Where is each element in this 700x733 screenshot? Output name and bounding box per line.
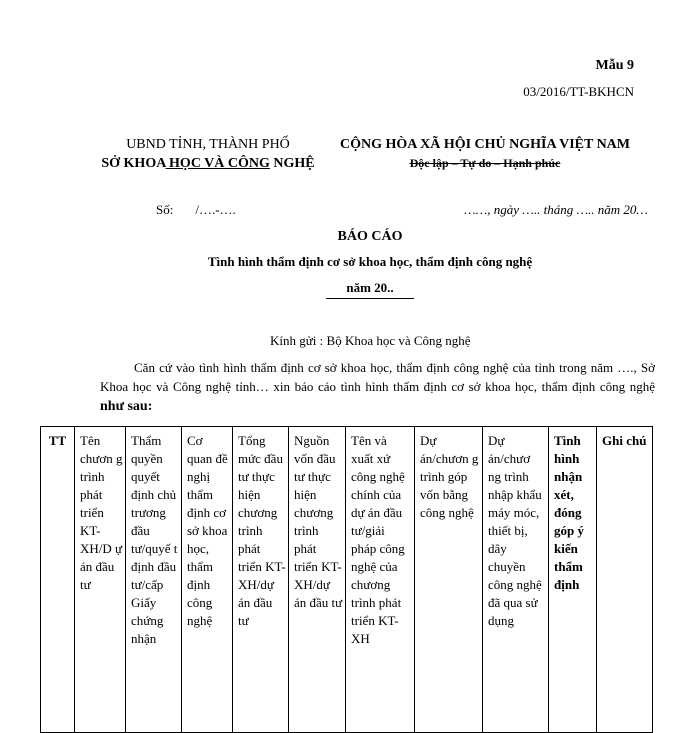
- report-title: BÁO CÁO: [337, 229, 403, 244]
- province-line: UBND TỈNH, THÀNH PHỐ: [126, 137, 290, 152]
- report-year: năm 20..: [346, 280, 394, 295]
- table-header-row: [41, 427, 653, 733]
- document-number-value: /….-….: [195, 202, 236, 217]
- column-header: Cơ quan đề nghị thẩm định cơ sở khoa học, thẩm định công nghệ: [182, 427, 233, 733]
- document-number-line: [156, 202, 236, 218]
- report-subtitle: Tình hình thẩm định cơ sở khoa học, thẩm định công nghệ: [207, 254, 533, 269]
- column-header: Tên và xuất xứ công nghệ chính của dự án đầu tư/giải pháp công nghệ của chương trình phát triển KT-XH: [346, 427, 415, 733]
- column-header: Tình hình nhận xét, đóng góp ý kiến thẩm định: [549, 427, 597, 733]
- intro-paragraph: [100, 358, 655, 416]
- column-header: Tổng mức đầu tư thực hiện chương trình phát triển KT-XH/dự án đầu tư: [233, 427, 289, 733]
- column-header: Tên chươn g trình phát triển KT-XH/D ự án đầu tư: [75, 427, 126, 733]
- intro-tail: như sau:: [100, 399, 153, 414]
- column-header: Thẩm quyền quyết định chủ trương đầu tư/quyế t định đầu tư/cấp Giấy chứng nhận: [126, 427, 182, 733]
- department-line: [88, 154, 328, 173]
- document-number-label: Số:: [156, 202, 174, 217]
- column-header: Nguồn vốn đầu tư thực hiện chương trình phát triển KT-XH/dự án đầu tư: [289, 427, 346, 733]
- intro-text: Căn cứ vào tình hình thẩm định cơ sở khoa học, thẩm định công nghệ của tỉnh trong năm …., Sở Khoa học và Công nghệ tỉnh… xin báo cáo tình hình thẩm định cơ sở khoa học, thẩm định công nghệ: [100, 360, 655, 394]
- national-motto: Độc lập – Tự do – Hạnh phúc: [409, 156, 561, 170]
- column-header: Ghi chú: [597, 427, 653, 733]
- department-line-part-3: NGHỆ: [269, 156, 315, 171]
- column-header: Dự án/chươn g trình góp vốn bằng công nghệ: [415, 427, 483, 733]
- column-header: Dự án/chươ ng trình nhập khẩu máy móc, thiết bị, dây chuyền công nghệ đã qua sử dụng: [483, 427, 549, 733]
- circular-number: 03/2016/TT-BKHCN: [523, 84, 634, 99]
- department-line-part-2: HỌC VÀ CÔNG: [165, 156, 270, 171]
- title-underline: [326, 298, 414, 299]
- report-table: [40, 426, 653, 733]
- country-name: CỘNG HÒA XÃ HỘI CHỦ NGHĨA VIỆT NAM: [339, 137, 630, 152]
- recipient-line: Kính gửi : Bộ Khoa học và Công nghệ: [270, 333, 471, 348]
- form-number: Mẫu 9: [595, 58, 634, 73]
- national-header: [330, 135, 640, 173]
- column-header: TT: [41, 427, 75, 733]
- date-line: ……, ngày ….. tháng ….. năm 20…: [464, 202, 648, 217]
- department-line-part-1: SỞ KHOA: [101, 156, 166, 171]
- issuing-authority: [88, 135, 328, 173]
